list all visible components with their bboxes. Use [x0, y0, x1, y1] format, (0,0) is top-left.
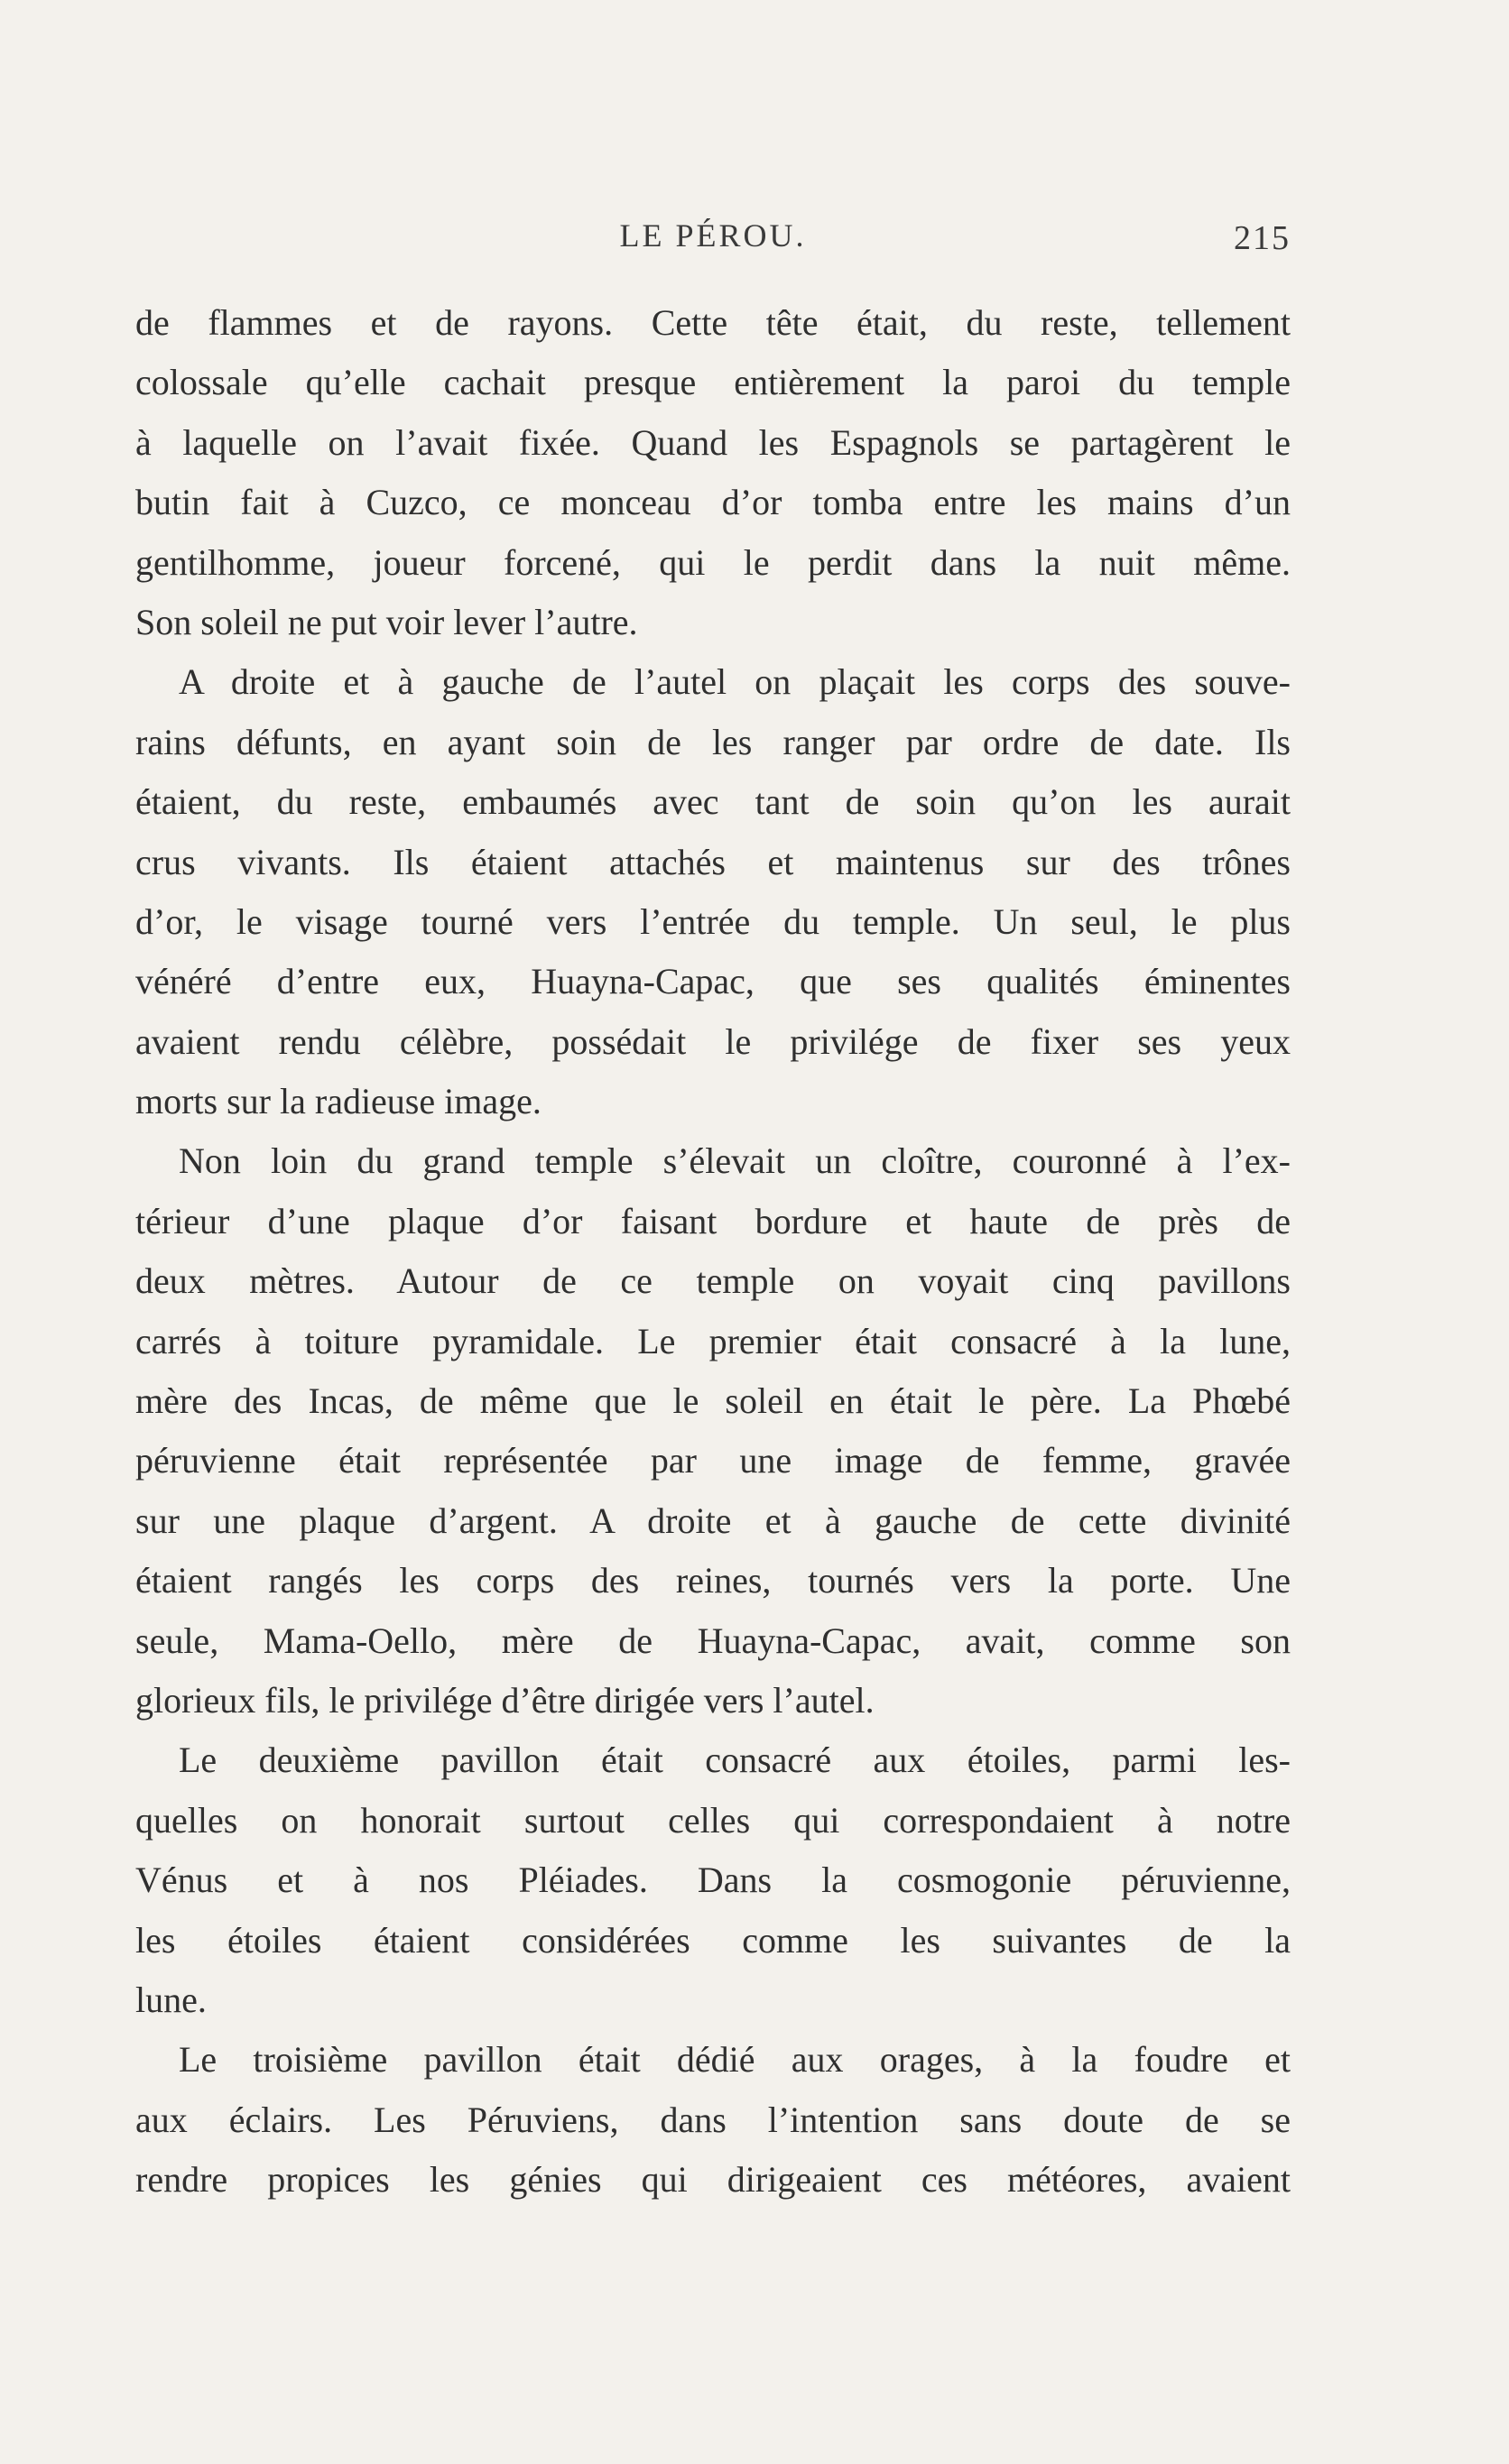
text-line: A droite et à gauche de l’autel on plaçait les corps des souve- — [179, 661, 1291, 703]
text-line: colossale qu’elle cachait presque entièrement la paroi du temple — [135, 362, 1291, 403]
text-line: étaient rangés les corps des reines, tournés vers la porte. Une — [135, 1560, 1291, 1601]
text-line: les étoiles étaient considérées comme les suivantes de la — [135, 1919, 1291, 1961]
running-head — [135, 217, 1291, 262]
text-line: de flammes et de rayons. Cette tête était, du reste, tellement — [135, 302, 1291, 343]
text-line: Vénus et à nos Pléiades. Dans la cosmogonie péruvienne, — [135, 1860, 1291, 1901]
text-line: carrés à toiture pyramidale. Le premier était consacré à la lune, — [135, 1320, 1291, 1361]
text-line: Le troisième pavillon était dédié aux orages, à la foudre et — [179, 2039, 1291, 2081]
text-line: gentilhomme, joueur forcené, qui le perdit dans la nuit même. — [135, 541, 1291, 583]
text-line: glorieux fils, le privilége d’être dirigée vers l’autel. — [135, 1679, 875, 1721]
text-line: sur une plaque d’argent. A droite et à gauche de cette divinité — [135, 1500, 1291, 1541]
text-line: mère des Incas, de même que le soleil en était le père. La Phœbé — [135, 1380, 1291, 1422]
text-line: péruvienne était représentée par une image de femme, gravée — [135, 1440, 1291, 1481]
text-line: avaient rendu célèbre, possédait le privilége de fixer ses yeux — [135, 1020, 1291, 1062]
text-line: aux éclairs. Les Péruviens, dans l’intention sans doute de se — [135, 2099, 1291, 2140]
text-line: Son soleil ne put voir lever l’autre. — [135, 601, 638, 642]
text-line: deux mètres. Autour de ce temple on voyait cinq pavillons — [135, 1260, 1291, 1302]
text-line: Le deuxième pavillon était consacré aux étoiles, parmi les- — [179, 1740, 1291, 1781]
text-line: vénéré d’entre eux, Huayna-Capac, que ses qualités éminentes — [135, 961, 1291, 1002]
text-line: térieur d’une plaque d’or faisant bordure et haute de près de — [135, 1200, 1291, 1241]
text-line: étaient, du reste, embaumés avec tant de soin qu’on les aurait — [135, 781, 1291, 823]
page-number: 215 — [1234, 219, 1291, 257]
running-title: LE PÉROU. — [619, 217, 807, 254]
text-line: lune. — [135, 1979, 207, 2020]
text-line: Non loin du grand temple s’élevait un cloître, couronné à l’ex- — [179, 1140, 1291, 1182]
text-line: d’or, le visage tourné vers l’entrée du temple. Un seul, le plus — [135, 900, 1291, 942]
body-text — [135, 293, 1291, 2210]
text-line: butin fait à Cuzco, ce monceau d’or tomba entre les mains d’un — [135, 482, 1291, 523]
text-line: seule, Mama-Oello, mère de Huayna-Capac, avait, comme son — [135, 1620, 1291, 1661]
text-line: rendre propices les génies qui dirigeaient ces météores, avaient — [135, 2159, 1291, 2201]
text-line: crus vivants. Ils étaient attachés et maintenus sur des trônes — [135, 841, 1291, 882]
text-line: à laquelle on l’avait fixée. Quand les Espagnols se partagèrent le — [135, 421, 1291, 463]
text-line: morts sur la radieuse image. — [135, 1081, 542, 1122]
text-line: quelles on honorait surtout celles qui correspondaient à notre — [135, 1799, 1291, 1841]
text-line: rains défunts, en ayant soin de les ranger par ordre de date. Ils — [135, 721, 1291, 762]
